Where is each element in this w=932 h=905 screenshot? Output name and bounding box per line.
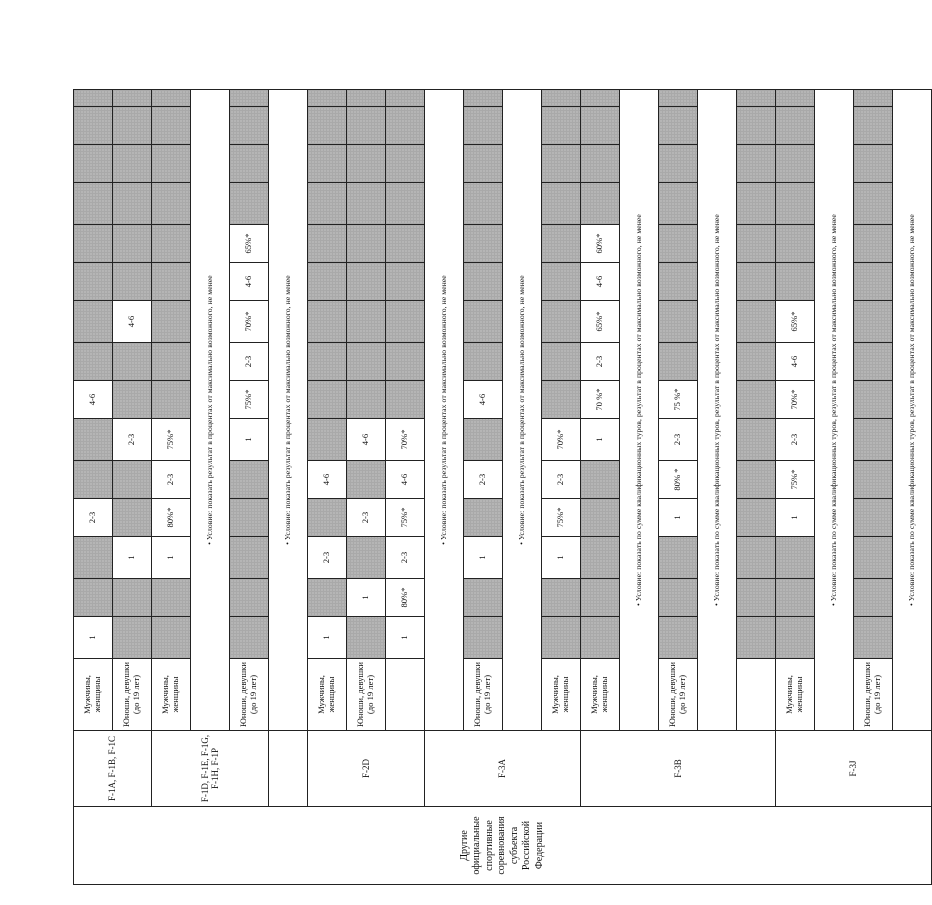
shaded-cell xyxy=(152,225,191,263)
shaded-cell xyxy=(854,263,893,301)
shaded-cell xyxy=(308,499,347,537)
table-row xyxy=(269,90,308,885)
shaded-cell xyxy=(308,183,347,225)
shaded-cell xyxy=(854,301,893,343)
shaded-cell xyxy=(581,90,620,107)
group-cell: Юноши, девушки (до 19 лет) xyxy=(854,659,893,731)
qualification-table xyxy=(73,89,932,885)
shaded-cell xyxy=(659,145,698,183)
shaded-cell xyxy=(230,183,269,225)
value-cell: 80%* xyxy=(152,499,191,537)
shaded-cell xyxy=(347,617,386,659)
table-row xyxy=(308,90,347,885)
shaded-cell xyxy=(659,343,698,381)
shaded-cell xyxy=(347,343,386,381)
code-cell: F-2D xyxy=(308,731,425,807)
shaded-cell xyxy=(113,263,152,301)
value-cell: 2-3 xyxy=(308,537,347,579)
value-cell: 2-3 xyxy=(74,499,113,537)
shaded-cell xyxy=(737,461,776,499)
shaded-cell xyxy=(308,107,347,145)
shaded-cell xyxy=(347,183,386,225)
value-cell: 1 xyxy=(74,617,113,659)
shaded-cell xyxy=(854,617,893,659)
code-cell: F-3A xyxy=(425,731,581,807)
value-cell: 75%* xyxy=(542,499,581,537)
shaded-cell xyxy=(113,145,152,183)
shaded-cell xyxy=(308,419,347,461)
shaded-cell xyxy=(659,617,698,659)
shaded-cell xyxy=(737,499,776,537)
shaded-cell xyxy=(464,419,503,461)
value-cell: 2-3 xyxy=(542,461,581,499)
shaded-cell xyxy=(74,107,113,145)
shaded-cell xyxy=(776,90,815,107)
shaded-cell xyxy=(74,301,113,343)
shaded-cell xyxy=(581,145,620,183)
condition-row: • Условие: показать по сумме квалификационных туров, результат в процентах от максимально возможного, не менее xyxy=(815,90,854,731)
shaded-cell xyxy=(464,343,503,381)
shaded-cell xyxy=(386,183,425,225)
shaded-cell xyxy=(737,381,776,419)
shaded-cell xyxy=(737,145,776,183)
shaded-cell xyxy=(581,499,620,537)
shaded-cell xyxy=(659,579,698,617)
shaded-cell xyxy=(776,537,815,579)
table-row xyxy=(74,90,113,885)
value-cell: 1 xyxy=(776,499,815,537)
group-cell: Мужчины, женщины xyxy=(308,659,347,731)
value-cell: 1 xyxy=(464,537,503,579)
empty-cell xyxy=(269,731,308,807)
shaded-cell xyxy=(464,263,503,301)
shaded-cell xyxy=(737,263,776,301)
value-cell: 60%* xyxy=(581,225,620,263)
shaded-cell xyxy=(386,225,425,263)
shaded-cell xyxy=(74,225,113,263)
shaded-cell xyxy=(113,343,152,381)
shaded-cell xyxy=(776,263,815,301)
value-cell: 1 xyxy=(542,537,581,579)
value-cell: 2-3 xyxy=(776,419,815,461)
shaded-cell xyxy=(737,579,776,617)
shaded-cell xyxy=(230,537,269,579)
value-cell: 75%* xyxy=(386,499,425,537)
value-cell: 2-3 xyxy=(347,499,386,537)
shaded-cell xyxy=(308,90,347,107)
shaded-cell xyxy=(581,617,620,659)
shaded-cell xyxy=(854,537,893,579)
shaded-cell xyxy=(737,419,776,461)
condition-row: • Условие: показать результат в процентах от максимально возможного, не менее xyxy=(269,90,308,731)
shaded-cell xyxy=(74,343,113,381)
shaded-cell xyxy=(581,579,620,617)
shaded-cell xyxy=(113,90,152,107)
shaded-cell xyxy=(776,145,815,183)
rotated-table-wrapper xyxy=(73,90,916,885)
shaded-cell xyxy=(230,90,269,107)
shaded-cell xyxy=(464,301,503,343)
code-cell: F-1A, F-1B, F-1C xyxy=(74,731,152,807)
shaded-cell xyxy=(152,343,191,381)
empty-cell xyxy=(737,659,776,731)
shaded-cell xyxy=(113,579,152,617)
shaded-cell xyxy=(659,263,698,301)
shaded-cell xyxy=(152,183,191,225)
code-cell: F-1D, F-1E, F-1G, F-1H, F-1P xyxy=(152,731,269,807)
shaded-cell xyxy=(854,343,893,381)
shaded-cell xyxy=(542,617,581,659)
condition-row: • Условие: показать по сумме квалификационных туров, результат в процентах от максимально возможного, не менее xyxy=(620,90,659,731)
shaded-cell xyxy=(152,263,191,301)
shaded-cell xyxy=(74,90,113,107)
group-cell: Мужчины, женщины xyxy=(776,659,815,731)
value-cell: 65%* xyxy=(230,225,269,263)
value-cell: 1 xyxy=(347,579,386,617)
shaded-cell xyxy=(737,343,776,381)
shaded-cell xyxy=(308,301,347,343)
shaded-cell xyxy=(737,537,776,579)
shaded-cell xyxy=(542,263,581,301)
shaded-cell xyxy=(737,90,776,107)
shaded-cell xyxy=(542,225,581,263)
shaded-cell xyxy=(542,301,581,343)
shaded-cell xyxy=(308,263,347,301)
shaded-cell xyxy=(542,107,581,145)
table-row xyxy=(776,90,815,885)
code-cell: F-3B xyxy=(581,731,776,807)
condition-row: • Условие: показать результат в процентах от максимально возможного, не менее xyxy=(425,90,464,731)
shaded-cell xyxy=(347,90,386,107)
value-cell: 4-6 xyxy=(308,461,347,499)
value-cell: 70%* xyxy=(542,419,581,461)
shaded-cell xyxy=(542,145,581,183)
shaded-cell xyxy=(152,107,191,145)
group-cell: Юноши, девушки (до 19 лет) xyxy=(464,659,503,731)
shaded-cell xyxy=(737,301,776,343)
value-cell: 1 xyxy=(308,617,347,659)
value-cell: 2-3 xyxy=(230,343,269,381)
value-cell: 65%* xyxy=(581,301,620,343)
shaded-cell xyxy=(464,579,503,617)
shaded-cell xyxy=(854,419,893,461)
shaded-cell xyxy=(542,343,581,381)
shaded-cell xyxy=(854,225,893,263)
shaded-cell xyxy=(854,183,893,225)
value-cell: 4-6 xyxy=(386,461,425,499)
shaded-cell xyxy=(542,183,581,225)
shaded-cell xyxy=(74,419,113,461)
value-cell: 2-3 xyxy=(152,461,191,499)
shaded-cell xyxy=(581,183,620,225)
value-cell: 75%* xyxy=(152,419,191,461)
shaded-cell xyxy=(464,617,503,659)
shaded-cell xyxy=(854,90,893,107)
shaded-cell xyxy=(152,579,191,617)
group-cell: Юноши, девушки (до 19 лет) xyxy=(113,659,152,731)
value-cell: 1 xyxy=(230,419,269,461)
category-cell: Другие официальные спортивные соревнования субъекта Российской Федерации xyxy=(74,807,932,885)
value-cell: 2-3 xyxy=(464,461,503,499)
shaded-cell xyxy=(386,381,425,419)
shaded-cell xyxy=(542,381,581,419)
condition-row: • Условие: показать по сумме квалификационных туров, результат в процентах от максимально возможного, не менее xyxy=(698,90,737,731)
value-cell: 4-6 xyxy=(464,381,503,419)
shaded-cell xyxy=(308,145,347,183)
shaded-cell xyxy=(347,537,386,579)
value-cell: 70 %* xyxy=(581,381,620,419)
group-cell: Мужчины, женщины xyxy=(542,659,581,731)
shaded-cell xyxy=(308,381,347,419)
shaded-cell xyxy=(659,107,698,145)
shaded-cell xyxy=(659,183,698,225)
condition-row: • Условие: показать результат в процентах от максимально возможного, не менее xyxy=(503,90,542,731)
shaded-cell xyxy=(152,90,191,107)
shaded-cell xyxy=(659,537,698,579)
condition-row: • Условие: показать результат в процентах от максимально возможного, не менее xyxy=(191,90,230,731)
value-cell: 4-6 xyxy=(581,263,620,301)
value-cell: 1 xyxy=(113,537,152,579)
value-cell: 70%* xyxy=(230,301,269,343)
value-cell: 1 xyxy=(152,537,191,579)
shaded-cell xyxy=(113,617,152,659)
shaded-cell xyxy=(464,225,503,263)
value-cell: 75%* xyxy=(776,461,815,499)
shaded-cell xyxy=(776,107,815,145)
shaded-cell xyxy=(230,499,269,537)
value-cell: 4-6 xyxy=(113,301,152,343)
value-cell: 2-3 xyxy=(659,419,698,461)
shaded-cell xyxy=(854,381,893,419)
shaded-cell xyxy=(113,107,152,145)
value-cell: 80% * xyxy=(659,461,698,499)
shaded-cell xyxy=(152,381,191,419)
value-cell: 2-3 xyxy=(113,419,152,461)
shaded-cell xyxy=(113,225,152,263)
shaded-cell xyxy=(854,579,893,617)
value-cell: 4-6 xyxy=(776,343,815,381)
shaded-cell xyxy=(854,461,893,499)
value-cell: 4-6 xyxy=(74,381,113,419)
shaded-cell xyxy=(581,461,620,499)
group-cell: Мужчины, женщины xyxy=(74,659,113,731)
value-cell: 2-3 xyxy=(581,343,620,381)
shaded-cell xyxy=(308,579,347,617)
shaded-cell xyxy=(230,145,269,183)
shaded-cell xyxy=(737,617,776,659)
value-cell: 75%* xyxy=(230,381,269,419)
shaded-cell xyxy=(386,301,425,343)
shaded-cell xyxy=(737,183,776,225)
shaded-cell xyxy=(74,537,113,579)
shaded-cell xyxy=(386,263,425,301)
shaded-cell xyxy=(464,107,503,145)
shaded-cell xyxy=(854,145,893,183)
table-row xyxy=(425,90,464,885)
shaded-cell xyxy=(308,343,347,381)
value-cell: 4-6 xyxy=(347,419,386,461)
shaded-cell xyxy=(347,381,386,419)
group-cell: Юноши, девушки (до 19 лет) xyxy=(347,659,386,731)
shaded-cell xyxy=(581,537,620,579)
shaded-cell xyxy=(308,225,347,263)
group-cell: Мужчины, женщины xyxy=(581,659,620,731)
shaded-cell xyxy=(347,301,386,343)
value-cell: 1 xyxy=(386,617,425,659)
shaded-cell xyxy=(113,183,152,225)
shaded-cell xyxy=(737,107,776,145)
shaded-cell xyxy=(542,90,581,107)
shaded-cell xyxy=(113,499,152,537)
shaded-cell xyxy=(659,225,698,263)
shaded-cell xyxy=(464,145,503,183)
group-cell: Юноши, девушки (до 19 лет) xyxy=(230,659,269,731)
value-cell: 2-3 xyxy=(386,537,425,579)
shaded-cell xyxy=(581,107,620,145)
code-cell: F-3J xyxy=(776,731,932,807)
value-cell: 70%* xyxy=(386,419,425,461)
shaded-cell xyxy=(113,461,152,499)
condition-row: • Условие: показать по сумме квалификационных туров, результат в процентах от максимально возможного, не менее xyxy=(893,90,932,731)
table-row xyxy=(581,90,620,885)
shaded-cell xyxy=(74,263,113,301)
shaded-cell xyxy=(776,579,815,617)
shaded-cell xyxy=(464,499,503,537)
shaded-cell xyxy=(659,90,698,107)
group-cell: Мужчины, женщины xyxy=(152,659,191,731)
shaded-cell xyxy=(230,579,269,617)
shaded-cell xyxy=(152,617,191,659)
shaded-cell xyxy=(386,90,425,107)
value-cell: 4-6 xyxy=(230,263,269,301)
shaded-cell xyxy=(113,381,152,419)
shaded-cell xyxy=(230,107,269,145)
shaded-cell xyxy=(854,107,893,145)
shaded-cell xyxy=(464,183,503,225)
shaded-cell xyxy=(74,579,113,617)
table-row xyxy=(152,90,191,885)
shaded-cell xyxy=(74,183,113,225)
shaded-cell xyxy=(386,107,425,145)
empty-cell xyxy=(386,659,425,731)
shaded-cell xyxy=(386,343,425,381)
shaded-cell xyxy=(386,145,425,183)
shaded-cell xyxy=(542,579,581,617)
shaded-cell xyxy=(776,183,815,225)
shaded-cell xyxy=(347,263,386,301)
shaded-cell xyxy=(152,145,191,183)
shaded-cell xyxy=(776,225,815,263)
value-cell: 65%* xyxy=(776,301,815,343)
value-cell: 75 %* xyxy=(659,381,698,419)
shaded-cell xyxy=(347,461,386,499)
shaded-cell xyxy=(347,225,386,263)
shaded-cell xyxy=(776,617,815,659)
shaded-cell xyxy=(347,107,386,145)
group-cell: Юноши, девушки (до 19 лет) xyxy=(659,659,698,731)
shaded-cell xyxy=(854,499,893,537)
shaded-cell xyxy=(74,461,113,499)
value-cell: 1 xyxy=(659,499,698,537)
shaded-cell xyxy=(347,145,386,183)
shaded-cell xyxy=(152,301,191,343)
shaded-cell xyxy=(230,461,269,499)
value-cell: 70%* xyxy=(776,381,815,419)
shaded-cell xyxy=(659,301,698,343)
shaded-cell xyxy=(737,225,776,263)
shaded-cell xyxy=(464,90,503,107)
value-cell: 1 xyxy=(581,419,620,461)
shaded-cell xyxy=(74,145,113,183)
shaded-cell xyxy=(230,617,269,659)
value-cell: 80%* xyxy=(386,579,425,617)
